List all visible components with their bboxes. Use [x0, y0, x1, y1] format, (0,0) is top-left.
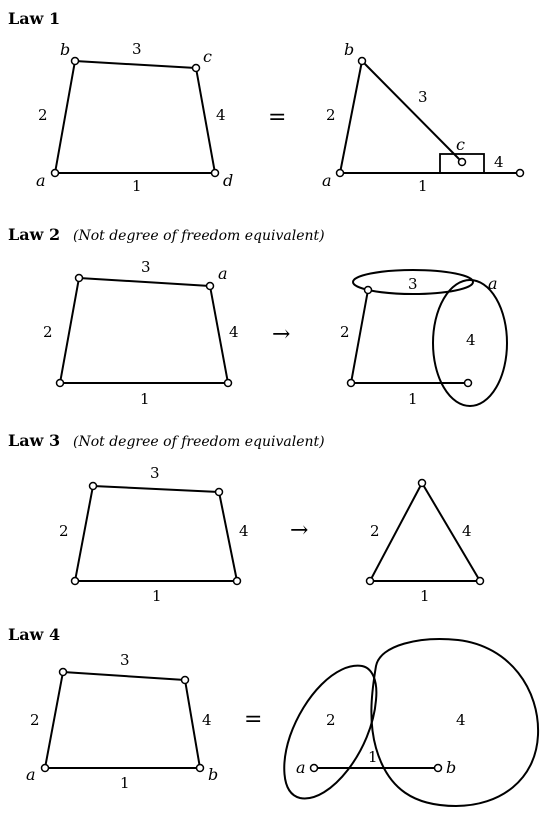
joint	[72, 578, 79, 585]
law-2-right-mechanism	[340, 270, 507, 408]
joint-label-b: b	[344, 40, 355, 59]
joint-label-a: a	[26, 765, 36, 784]
link-label-3: 3	[150, 464, 160, 482]
link-label-2: 2	[30, 711, 40, 729]
link-label-3: 3	[418, 88, 428, 106]
link-label-2: 2	[340, 323, 350, 341]
link-label-4: 4	[229, 323, 239, 341]
link-label-2: 2	[326, 711, 336, 729]
joint-label-a: a	[36, 171, 46, 190]
joint-label-b: b	[208, 765, 219, 784]
joint	[234, 578, 241, 585]
link-4	[196, 68, 215, 173]
joint-label-a: a	[488, 274, 498, 293]
link-2	[75, 486, 93, 581]
link-label-1: 1	[420, 587, 430, 605]
joint-a	[311, 765, 318, 772]
link-label-1: 1	[132, 177, 142, 195]
link-3	[362, 61, 462, 162]
joint	[465, 380, 472, 387]
joint-label-d: d	[223, 171, 234, 190]
joint	[477, 578, 484, 585]
joint-label-a: a	[322, 171, 332, 190]
link-label-1: 1	[408, 390, 418, 408]
link-3	[79, 278, 210, 286]
law-1	[8, 9, 524, 195]
link-label-4: 4	[466, 331, 476, 349]
law-2-relation: →	[272, 322, 291, 347]
link-label-2: 2	[370, 522, 380, 540]
law-4-right-bodies	[284, 639, 538, 806]
link-label-1: 1	[152, 587, 162, 605]
link-label-4: 4	[216, 106, 226, 124]
law-2-note: (Not degree of freedom equivalent)	[73, 228, 325, 244]
joint-a	[207, 283, 214, 290]
link-label-3: 3	[408, 275, 418, 293]
link-2-body	[284, 666, 376, 799]
joint	[57, 380, 64, 387]
joint	[60, 669, 67, 676]
joint-c	[459, 159, 466, 166]
joint-b	[435, 765, 442, 772]
link-3	[75, 61, 196, 68]
law-4-title: Law 4	[8, 625, 61, 644]
joint-label-c: c	[456, 135, 465, 154]
joint	[216, 489, 223, 496]
link-label-2: 2	[38, 106, 48, 124]
link-label-2: 2	[43, 323, 53, 341]
link-2	[55, 61, 75, 173]
link-3	[93, 486, 219, 492]
link-2	[45, 672, 63, 768]
joint-label-c: c	[203, 47, 212, 66]
law-1-left-fourbar	[36, 40, 233, 195]
link-4	[219, 492, 237, 581]
joint-a	[42, 765, 49, 772]
law-4-relation: =	[244, 707, 263, 732]
link-label-4: 4	[239, 522, 249, 540]
link-label-1: 1	[368, 748, 378, 766]
link-label-4: 4	[462, 522, 472, 540]
link-label-4: 4	[494, 153, 504, 171]
law-3-right-triangle	[367, 480, 484, 606]
link-label-2: 2	[59, 522, 69, 540]
link-label-1: 1	[120, 774, 130, 792]
law-1-relation: =	[268, 105, 287, 130]
joint-label-b: b	[446, 758, 457, 777]
joint-b	[359, 58, 366, 65]
link-4-body	[371, 639, 538, 806]
link-4	[210, 286, 228, 383]
law-3-title: Law 3	[8, 431, 61, 450]
link-label-4: 4	[202, 711, 212, 729]
law-2	[8, 225, 507, 408]
law-2-left-fourbar	[43, 258, 239, 408]
link-label-3: 3	[132, 40, 142, 58]
joint	[76, 275, 83, 282]
joint	[419, 480, 426, 487]
law-1-title: Law 1	[8, 9, 61, 28]
joint-a	[337, 170, 344, 177]
joint-a	[52, 170, 59, 177]
law-3-left-fourbar	[59, 464, 249, 605]
law-4	[8, 625, 538, 806]
link-2	[340, 61, 362, 173]
link-2	[60, 278, 79, 383]
law-3-relation: →	[290, 518, 309, 543]
link-label-1: 1	[418, 177, 428, 195]
link-label-2: 2	[326, 106, 336, 124]
link-label-3: 3	[141, 258, 151, 276]
law-3	[8, 431, 484, 605]
law-1-right-slider-crank	[322, 40, 524, 195]
ground-end	[517, 170, 524, 177]
joint-c	[193, 65, 200, 72]
joint	[367, 578, 374, 585]
link-3	[63, 672, 185, 680]
joint-b	[197, 765, 204, 772]
joint	[348, 380, 355, 387]
law-3-note: (Not degree of freedom equivalent)	[73, 434, 325, 450]
joint-label-b: b	[60, 40, 71, 59]
joint	[225, 380, 232, 387]
joint-d	[212, 170, 219, 177]
link-label-3: 3	[120, 651, 130, 669]
joint-label-a: a	[218, 264, 228, 283]
law-2-title: Law 2	[8, 225, 61, 244]
law-4-left-fourbar	[26, 651, 218, 792]
joint	[365, 287, 372, 294]
joint	[182, 677, 189, 684]
joint-label-a: a	[296, 758, 306, 777]
link-label-1: 1	[140, 390, 150, 408]
link-2	[351, 290, 368, 383]
link-label-4: 4	[456, 711, 466, 729]
joint	[90, 483, 97, 490]
link-4	[185, 680, 200, 768]
joint-b	[72, 58, 79, 65]
